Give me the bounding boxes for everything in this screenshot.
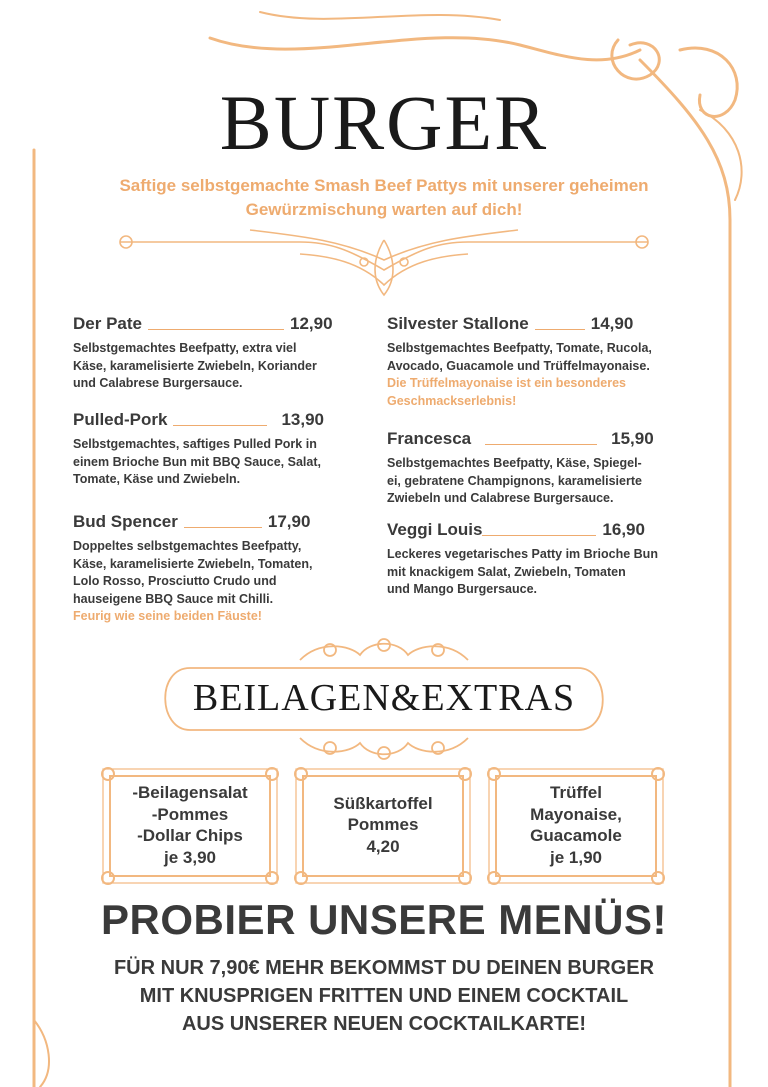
item-name: Silvester Stallone bbox=[387, 314, 529, 333]
note-line: Feurig wie seine beiden Fäuste! bbox=[73, 609, 262, 623]
item-price: 14,90 bbox=[590, 314, 634, 333]
item-name: Bud Spencer bbox=[73, 512, 178, 531]
desc-line: Selbstgemachtes Beefpatty, extra viel bbox=[73, 341, 297, 355]
item-name: Veggi Louis bbox=[387, 520, 483, 539]
box-line: je 1,90 bbox=[550, 847, 602, 867]
desc-line: Doppeltes selbstgemachtes Beefpatty, bbox=[73, 539, 302, 553]
item-name: Francesca bbox=[387, 429, 472, 448]
box-text bbox=[333, 793, 432, 858]
item-price: 15,90 bbox=[611, 429, 654, 448]
divider-ornament bbox=[120, 230, 648, 295]
box-line: -Pommes bbox=[151, 804, 229, 824]
desc-line: Leckeres vegetarisches Patty im Brioche Bun bbox=[387, 547, 658, 561]
subtitle bbox=[40, 174, 728, 222]
side-box-3 bbox=[496, 770, 656, 880]
page-title: BURGER bbox=[219, 79, 549, 166]
subtitle-line: Gewürzmischung warten auf dich! bbox=[245, 200, 523, 219]
desc-line: Selbstgemachtes, saftiges Pulled Pork in bbox=[73, 437, 317, 451]
desc-line: Käse, karamelisierte Zwiebeln, Koriander bbox=[73, 358, 317, 373]
item-description bbox=[73, 436, 373, 489]
desc-line: Lolo Rosso, Prosciutto Crudo und bbox=[73, 574, 277, 588]
leader-line bbox=[535, 329, 585, 330]
box-text bbox=[530, 782, 622, 868]
note-line: Die Trüffelmayonaise ist ein besonderes bbox=[387, 376, 626, 390]
side-box-2 bbox=[303, 770, 463, 880]
item-description bbox=[387, 546, 707, 599]
menu-item bbox=[73, 310, 373, 393]
box-line: Süßkartoffel bbox=[333, 793, 433, 813]
promo-line: AUS UNSERER NEUEN COCKTAILKARTE! bbox=[181, 1013, 587, 1035]
beilagen-title: BEILAGEN&EXTRAS bbox=[192, 677, 576, 719]
box-line: Mayonaise, bbox=[530, 804, 622, 824]
leader-line bbox=[485, 444, 597, 445]
desc-line: Selbstgemachtes Beefpatty, Tomate, Rucola, bbox=[387, 341, 652, 355]
subtitle-line: Saftige selbstgemachte Smash Beef Pattys mit unserer geheimen bbox=[119, 176, 649, 195]
box-line: Guacamole bbox=[530, 826, 622, 845]
leader-line bbox=[184, 527, 262, 528]
desc-line: Käse, karamelisierte Zwiebeln, Tomaten, bbox=[73, 556, 313, 571]
desc-line: Avocado, Guacamole und Trüffelmayonaise. bbox=[387, 358, 650, 373]
box-line: je 3,90 bbox=[163, 847, 216, 867]
desc-line: Tomate, Käse und Zwiebeln. bbox=[73, 472, 241, 486]
side-box-1 bbox=[110, 770, 270, 880]
menu-item bbox=[73, 406, 373, 489]
item-price: 13,90 bbox=[281, 410, 325, 429]
leader-line bbox=[173, 425, 267, 426]
item-price: 12,90 bbox=[289, 314, 333, 333]
box-line: -Beilagensalat bbox=[132, 783, 248, 802]
note-line: Geschmackserlebnis! bbox=[387, 393, 517, 408]
item-description bbox=[73, 538, 373, 608]
item-note bbox=[387, 375, 707, 410]
promo-text bbox=[20, 954, 748, 1038]
box-line: Trüffel bbox=[550, 783, 602, 802]
menu-item bbox=[387, 425, 707, 508]
item-description bbox=[387, 455, 707, 508]
menu-item bbox=[387, 516, 707, 599]
menu-item bbox=[73, 508, 373, 626]
box-line: Pommes bbox=[347, 815, 419, 835]
box-line: -Dollar Chips bbox=[137, 826, 243, 845]
desc-line: Selbstgemachtes Beefpatty, Käse, Spiegel- bbox=[387, 456, 642, 470]
desc-line: einem Brioche Bun mit BBQ Sauce, Salat, bbox=[73, 454, 321, 469]
item-name: Der Pate bbox=[73, 314, 142, 333]
menu-item bbox=[387, 310, 707, 410]
item-description bbox=[73, 340, 373, 393]
item-note bbox=[73, 608, 373, 626]
box-line: 4,20 bbox=[366, 836, 400, 856]
leader-line bbox=[482, 535, 596, 536]
item-price: 17,90 bbox=[267, 512, 311, 531]
promo-title: PROBIER UNSERE MENÜS! bbox=[101, 896, 667, 943]
desc-line: und Mango Burgersauce. bbox=[387, 582, 538, 596]
desc-line: und Calabrese Burgersauce. bbox=[73, 376, 243, 390]
item-name: Pulled-Pork bbox=[73, 410, 168, 429]
desc-line: mit knackigem Salat, Zwiebeln, Tomaten bbox=[387, 564, 626, 579]
leader-line bbox=[148, 329, 284, 330]
desc-line: hauseigene BBQ Sauce mit Chilli. bbox=[73, 591, 274, 606]
desc-line: Zwiebeln und Calabrese Burgersauce. bbox=[387, 491, 614, 505]
desc-line: ei, gebratene Champignons, karamelisierte bbox=[387, 473, 642, 488]
item-description bbox=[387, 340, 707, 375]
box-text bbox=[132, 782, 247, 868]
promo-line: MIT KNUSPRIGEN FRITTEN UND EINEM COCKTAIL bbox=[139, 985, 629, 1007]
promo-line: FÜR NUR 7,90€ MEHR BEKOMMST DU DEINEN BURGER bbox=[113, 957, 655, 979]
item-price: 16,90 bbox=[602, 520, 645, 539]
